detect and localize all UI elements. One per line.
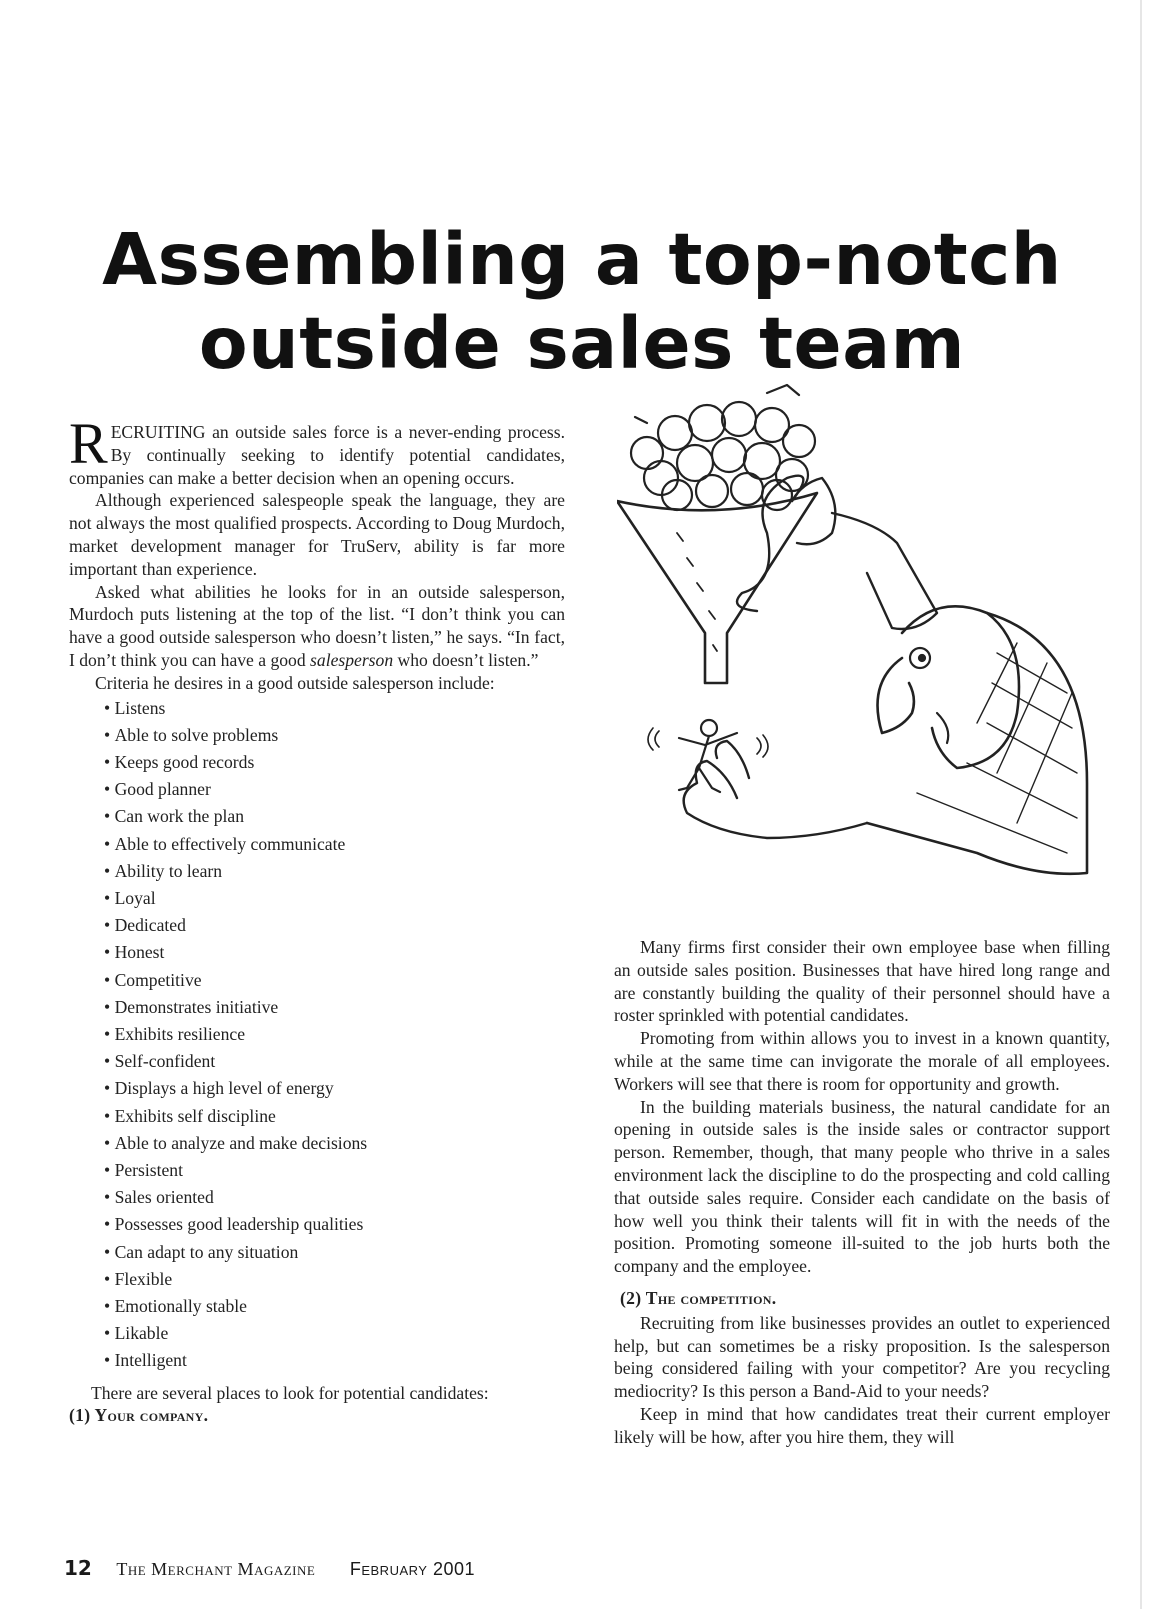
criteria-item: • Able to analyze and make decisions [104,1130,565,1157]
criteria-item: • Dedicated [104,912,565,939]
criteria-item: • Ability to learn [104,858,565,885]
listening-text-a: Asked what abilities he looks for in an outside salesperson, Murdoch puts listening at the top of the list. “I don’t think you can have a good outside salesperson who doesn’t listen,” he says. “In fact, I don’t think you can have a good [69,581,565,670]
criteria-item: • Can work the plan [104,803,565,830]
article-title [60,218,1104,386]
criteria-item: • Competitive [104,967,565,994]
listening-paragraph [69,581,565,672]
article-title-line-2: outside sales team [198,302,966,385]
criteria-item: • Exhibits self discipline [104,1103,565,1130]
page-footer [64,1556,475,1584]
listening-text-b: who doesn’t listen.” [393,649,539,670]
criteria-intro: Criteria he desires in a good outside salesperson include: [95,672,495,693]
criteria-item: • Exhibits resilience [104,1021,565,1048]
criteria-item: • Emotionally stable [104,1293,565,1320]
criteria-item: • Flexible [104,1266,565,1293]
criteria-item: • Able to solve problems [104,722,565,749]
lead-caps: ECRUITING [110,422,206,442]
drop-cap: R [69,411,108,476]
criteria-list [69,695,565,1375]
right-column [614,936,1110,1449]
experience-paragraph: Although experienced salespeople speak the language, they are not always the most qualified prospects. According to Doug Murdoch, market development manager for TruServ, ability is far more important than experience. [69,490,565,579]
hiring-manager-head [902,606,1019,768]
listening-emphasis: salesperson [310,649,394,670]
criteria-item: • Likable [104,1320,565,1347]
employee-base-paragraph: Many firms first consider their own employee base when filling an outside sales position. Businesses that have hired long range and are constantly building the quality of their personnel should have a roster sprinkled with potential candidates. [614,937,1110,1026]
section-heading-your-company: (1) Your company. [69,1405,209,1426]
criteria-item: • Possesses good leadership qualities [104,1211,565,1238]
funnel [617,493,817,683]
magazine-name: The Merchant Magazine [116,1559,316,1579]
section-heading-competition: (2) The competition. [620,1287,777,1308]
issue-date: February 2001 [349,1559,475,1579]
open-hand [684,741,867,838]
page-number: 12 [64,1556,92,1580]
page-edge [1140,0,1142,1609]
criteria-item: • Demonstrates initiative [104,994,565,1021]
criteria-item: • Can adapt to any situation [104,1239,565,1266]
crowd-of-candidates [631,385,815,510]
recruiting-paragraph: Recruiting from like businesses provides an outlet to experienced help, but can sometimes be a risky proposition. Is the salesperson being considered failing with your competitor? Are you recycling mediocrity? Is this person a Band-Aid to your needs? [614,1312,1110,1402]
left-column [69,411,565,1427]
intro-paragraph [69,411,565,489]
promoting-paragraph: Promoting from within allows you to invest in a known quantity, while at the same time can invigorate the morale of all employees. Workers will see that there is room for opportunity and growth. [614,1028,1110,1094]
criteria-item: • Listens [104,695,565,722]
criteria-item: • Good planner [104,776,565,803]
criteria-item: • Persistent [104,1157,565,1184]
building-materials-paragraph: In the building materials business, the natural candidate for an opening in outside sales is the inside sales or contractor support person. Remember, though, that many people who thrive in a sales environment lack the discipline to do the prospecting and cold calling that outside sales require. Consider each candidate on the basis of how well you think their talents will fit in with the needs of the position. Promoting someone ill-suited to the job hurts both the company and the employee. [614,1096,1110,1277]
criteria-item: • Self-confident [104,1048,565,1075]
places-intro: There are several places to look for potential candidates: [91,1382,489,1403]
hiring-manager-body [867,613,1087,874]
current-employer-paragraph: Keep in mind that how candidates treat their current employer likely will be how, after you hire them, they will [614,1403,1110,1447]
intro-text: an outside sales force is a never-ending process. By continually seeking to identify potential candidates, companies can make a better decision when an opening occurs. [69,422,565,488]
funnel-cartoon-illustration [617,383,1117,908]
criteria-item: • Intelligent [104,1347,565,1374]
article-title-line-1: Assembling a top-notch [102,218,1062,301]
falling-candidate [648,720,768,792]
criteria-item: • Loyal [104,885,565,912]
holding-hand [792,478,835,544]
criteria-item: • Sales oriented [104,1184,565,1211]
criteria-item: • Keeps good records [104,749,565,776]
criteria-item: • Able to effectively communicate [104,831,565,858]
criteria-item: • Honest [104,939,565,966]
criteria-item: • Displays a high level of energy [104,1075,565,1102]
